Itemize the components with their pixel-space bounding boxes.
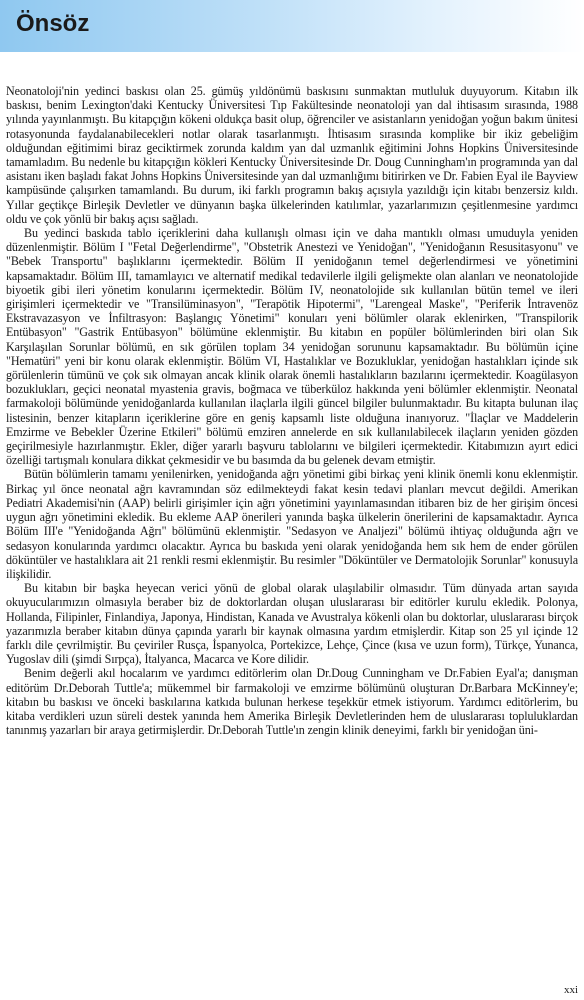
page-number: xxi [563,984,578,996]
paragraph: Benim değerli akıl hocalarım ve yardımcı editörlerim olan Dr.Doug Cunningham ve Dr.Fabien Eyal'a; danışman editörüm Dr.Deborah Tuttle'a; mükemmel bir farmakoloji ve emzirme bölümünü oluşturan Dr.Barbara McKinney'e; kitabın bu baskısı ve önceki baskılarına katkıda bulunan herkese teşekkür etmek istiyorum. Yardımcı editörlerim, bu kitaba verdikleri uzun süreli destek yanında hem Amerika Birleşik Devletlerinden hem de uluslararası topluluklardan tanınmış yazarları bir araya getirmişlerdir. Dr.Deborah Tuttle'ın zengin klinik deneyimi, farklı bir yenidoğan üni- [6,666,578,738]
page-title: Önsöz [16,10,90,37]
paragraph: Bütün bölümlerin tamamı yenilenirken, yenidoğanda ağrı yönetimi gibi birkaç yeni klinik önemli konu eklenmiştir. Birkaç yıl önce neonatal ağrı kavramından söz edilmekteydi fakat kesin tedavi planları mevcut değildi. Amerikan Pediatri Akademisi'nin (AAP) belirli girişimler için ağrı yönetimini yayınlamasından itibaren biz de her girişim öncesi uygun ağrı yönetimini ekledik. Bu ekleme AAP önerileri yanında başka ülkelerin önerilerini de kapsamaktadır. Ayrıca Bölüm III'e "Yenidoğanda Ağrı" bölümünü eklenmiştir. "Sedasyon ve Analjezi" bölümü ihtiyaç olduğunda ağrı ve sedasyon konularında yardımcı olacaktır. Ayrıca bu baskıda yeni olarak yenidoğanda hem sık hem de ender görülen döküntüler ve hastalıklara ait 21 renkli resmi eklenmiştir. Bu resimler "Döküntüler ve Dermatolojik Sorunlar" konusuyla ilişkilidir. [6,467,578,581]
paragraph: Bu yedinci baskıda tablo içeriklerini daha kullanışlı olması için ve daha mantıklı olması umuduyla yeniden düzenlenmiştir. Bölüm I "Fetal Değerlendirme", "Obstetrik Anestezi ve Yenidoğan", "Yenidoğanın Resusitasyonu" ve "Bebek Transportu" başlıklarını içermektedir. Bölüm II yenidoğanın temel değerlendirmesi ve yönetimini kapsamaktadır. Bölüm III, tamamlayıcı ve alternatif medikal tedavilerle ilgili gelişmekte olan alanları ve neonatolojide biyoetik gibi ileri yönetim konularını içermektedir. Bölüm IV, neonatolojide sık kullanılan bütün temel ve ileri girişimleri içermektedir ve "Transilüminasyon", "Terapötik Hipotermi", "Larengeal Maske", "Periferik İntravenöz Ekstravazasyon ve İnfiltrasyon: Başlangıç Yönetimi" konuları yeni bölümler olarak eklenirken, "Transpilorik Entübasyon" "Gastrik Entübasyon" bölümüne eklenmiştir. Bu kitabın en popüler bölümlerinden biri olan Sık Karşılaşılan Sorunlar bölümü, en sık görülen toplam 34 yenidoğan sorununu kapsamaktadır. Bu bölümün içine "Hematüri" yeni bir konu olarak eklenmiştir. Bölüm VI, Hastalıklar ve Bozukluklar, yenidoğan hastalıkları içinde sık görülenlerin tümünü ve çok sık olmayan ancak klinik olarak önemli hastalıkların bazılarını içermektedir. Koagülasyon bozuklukları, geçici neonatal myastenia gravis, boğmaca ve tüberküloz hakkında yeni bölümler eklenmiştir. Neonatal farmakoloji bölümünde yenidoğanlarda kullanılan ilaçlarla ilgili güncel bilgiler bulunmaktadır. Bu kitapta bulunan ilaç listesinin, benzer kitapların içeriklerine göre en geniş kapsamlı liste olduğuna inanıyoruz. "İlaçlar ve Maddelerin Emzirme ve Bebekler Üzerine Etkileri" bölümü emziren annelerde en sık kullanılabilecek ilaçların yeniden gözden geçirilmesiyle hazırlanmıştır. Ekler, diğer yararlı başvuru tablolarını ve bilgileri içermektedir. Kitabımızın ayırt edici özelliği tartışmalı konulara dikkat çekmesidir ve bu basımda da bu gelenek devam etmiştir. [6,226,578,468]
paragraph: Bu kitabın bir başka heyecan verici yönü de global olarak ulaşılabilir olmasıdır. Tüm dünyada artan sayıda okuyucularımızın olmasıyla beraber biz de doktorlardan oluşan uluslararası bir editörler kurulu ekledik. Polonya, Hollanda, Filipinler, Finlandiya, Japonya, Hindistan, Kanada ve Avustralya kökenli olan bu doktorlar, uluslararası birçok yazarımızla beraber kitabın dünya çapında yararlı bir kaynak olmasına yardım etmişlerdir. Kitap son 25 yıl içinde 12 farklı dile çevrilmiştir. Bu çeviriler Rusça, İspanyolca, Portekizce, Lehçe, Çince (kısa ve uzun form), Türkçe, Yunanca, Yugoslav dili (şimdi Sırpça), İtalyanca, Macarca ve Kore dilidir. [6,581,578,667]
paragraph: Neonatoloji'nin yedinci baskısı olan 25. gümüş yıldönümü baskısını sunmaktan mutluluk duyuyorum. Kitabın ilk baskısı, benim Lexington'daki Kentucky Üniversitesi Tıp Fakültesinde neonatoloji yan dal ihtisasım sırasında, 1988 yılında yayınlanmıştı. Bu kitapçığın kökeni oldukça basit olup, öğrenciler ve asistanların yenidoğan yoğun bakım ünitesi rotasyonunda faydalanabilecekleri notlar olarak tasarlanmıştı. İhtisasım sırasında komplike bir ikiz gebeliğim olduğundan eğitimimi biraz geciktirmek zorunda kaldım yan dal uzmanlık eğitimini Johns Hopkins Üniversitesinde tamamladım. Bu nedenle bu kitapçığın kökleri Kentucky Üniversitesinde Dr. Doug Cunningham'ın programında yan dal asistanı iken başladı fakat Johns Hopkins Üniversitesinde yan dal uzmanlığımı bitirirken ve Dr. Fabien Eyal ile Bayview kampüsünde çalışırken tamamlandı. Bu durum, iki farklı programın bakış açısıyla yazıldığı için kitabı benzersiz kıldı. Yıllar geçtikçe Birleşik Devletler ve dünyanın başka ülkelerinden katılımlar, yazarlarımızın çeşitlenmesine yardımcı oldu ve çok yönlü bir bakış açısı sağladı. [6,84,578,226]
preface-body [6,84,578,737]
